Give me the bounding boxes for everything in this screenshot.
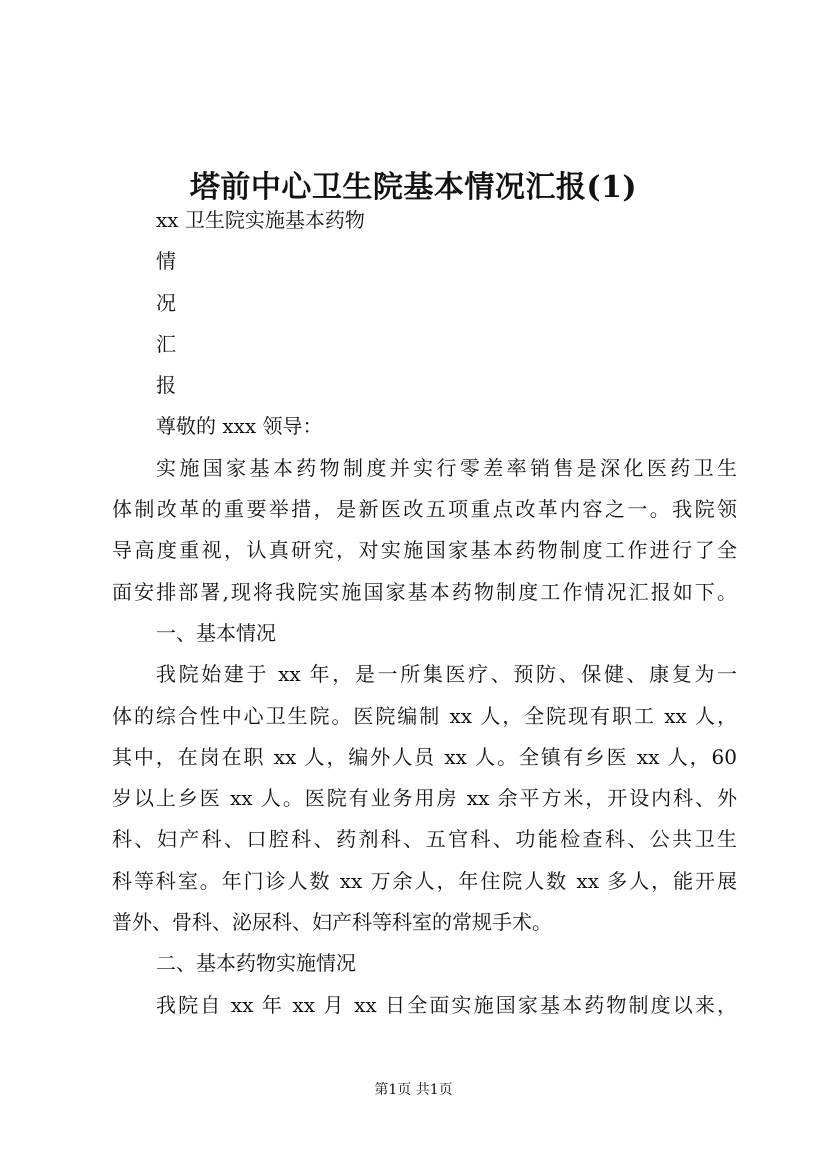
document-line: 情 <box>156 249 176 274</box>
document-line: 体的综合性中心卫生院。医院编制 xx 人，全院现有职工 xx 人， <box>112 703 737 728</box>
document-line: 我院始建于 xx 年，是一所集医疗、预防、保健、康复为一 <box>156 662 737 687</box>
document-line: 报 <box>156 373 176 398</box>
document-line: 普外、骨科、泌尿科、妇产科等科室的常规手术。 <box>112 910 552 935</box>
document-body <box>112 200 737 1026</box>
document-line: 岁以上乡医 xx 人。医院有业务用房 xx 余平方米，开设内科、外 <box>112 786 737 811</box>
document-line: 科等科室。年门诊人数 xx 万余人，年住院人数 xx 多人，能开展 <box>112 868 737 893</box>
document-line: 科、妇产科、口腔科、药剂科、五官科、功能检查科、公共卫生 <box>112 827 737 852</box>
document-line: 其中，在岗在职 xx 人，编外人员 xx 人。全镇有乡医 xx 人，60 <box>112 744 737 769</box>
document-line: xx 卫生院实施基本药物 <box>156 208 365 232</box>
document-line: 我院自 xx 年 xx 月 xx 日全面实施国家基本药物制度以来， <box>156 992 737 1017</box>
document-line: 实施国家基本药物制度并实行零差率销售是深化医药卫生 <box>156 455 737 480</box>
document-line: 况 <box>156 290 176 315</box>
document-line: 汇 <box>156 331 176 356</box>
document-line: 面安排部署,现将我院实施国家基本药物制度工作情况汇报如下。 <box>112 579 737 604</box>
document-line: 尊敬的 xxx 领导： <box>156 414 323 439</box>
document-line: 一、基本情况 <box>156 620 276 645</box>
document-line: 导高度重视，认真研究，对实施国家基本药物制度工作进行了全 <box>112 538 737 563</box>
document-title: 塔前中心卫生院基本情况汇报(1) <box>189 170 638 206</box>
document-line: 二、基本药物实施情况 <box>156 951 356 976</box>
document-line: 体制改革的重要举措，是新医改五项重点改革内容之一。我院领 <box>112 497 737 522</box>
page-footer: 第1页 共1页 <box>374 1082 453 1098</box>
